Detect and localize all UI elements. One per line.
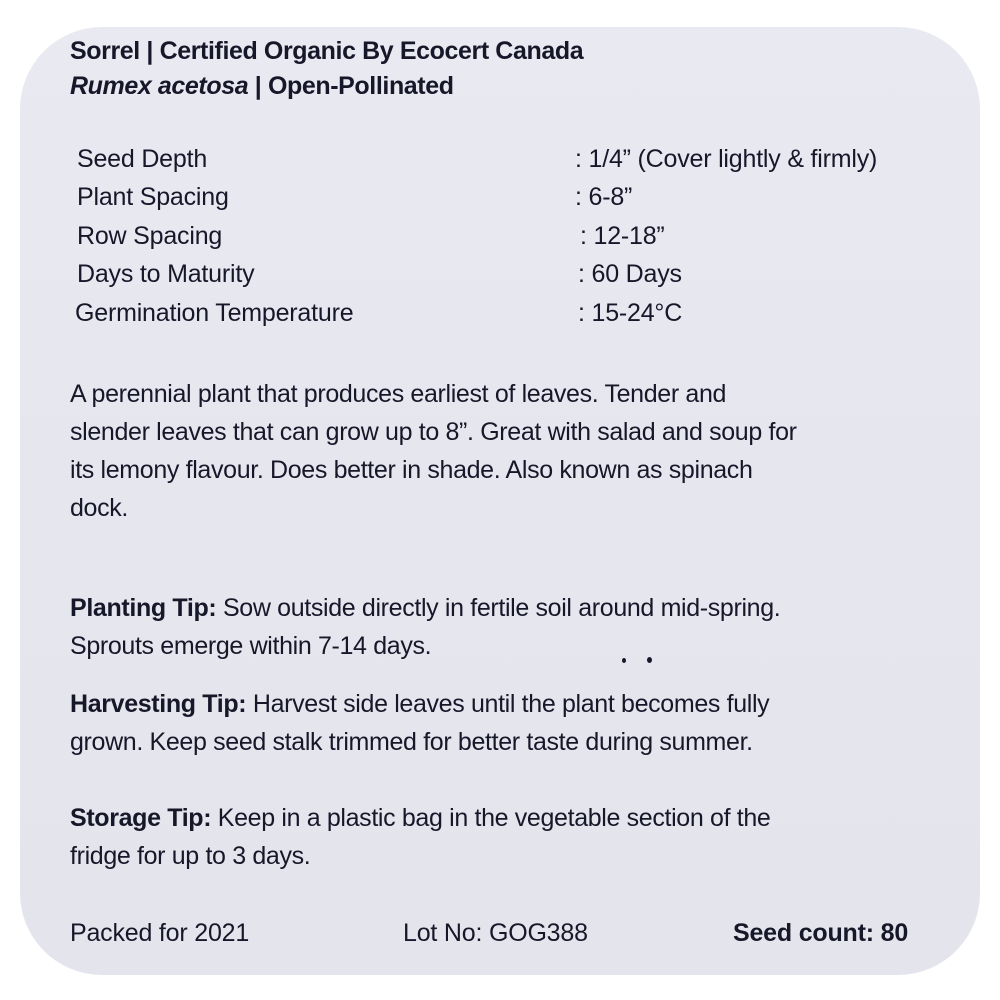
harvesting-tip-label: Harvesting Tip: xyxy=(70,690,247,718)
harvesting-tip xyxy=(70,685,920,761)
spec-label-plant-spacing: Plant Spacing xyxy=(77,183,229,211)
spec-value-plant-spacing: : 6-8” xyxy=(575,183,633,211)
spec-label-germination-temperature: Germination Temperature xyxy=(75,299,354,327)
description-line: its lemony flavour. Does better in shade. Also known as spinach xyxy=(70,456,753,484)
storage-tip-label: Storage Tip: xyxy=(70,804,212,832)
title-line-2 xyxy=(70,72,454,101)
plant-name: Sorrel xyxy=(70,37,140,65)
harvesting-tip-text-2: grown. Keep seed stalk trimmed for better taste during summer. xyxy=(70,728,753,756)
description-line: A perennial plant that produces earliest of leaves. Tender and xyxy=(70,380,727,408)
pollination-type: Open-Pollinated xyxy=(267,72,454,100)
seed-packet-card xyxy=(20,27,980,975)
description-line: dock. xyxy=(70,494,129,522)
planting-tip-label: Planting Tip: xyxy=(70,594,217,622)
storage-tip-text: Keep in a plastic bag in the vegetable section of the xyxy=(211,804,771,832)
description-line: slender leaves that can grow up to 8”. Great with salad and soup for xyxy=(70,418,797,446)
storage-tip-text-2: fridge for up to 3 days. xyxy=(70,842,311,870)
planting-tip xyxy=(70,589,920,665)
certification-text: Certified Organic By Ecocert Canada xyxy=(159,37,584,65)
spec-value-germination-temperature: : 15-24°C xyxy=(578,299,683,327)
spec-value-seed-depth: : 1/4” (Cover lightly & firmly) xyxy=(575,145,878,173)
spec-value-row-spacing: : 12-18” xyxy=(580,222,665,250)
print-speck xyxy=(622,658,626,663)
spec-label-row-spacing: Row Spacing xyxy=(77,222,223,250)
description-paragraph xyxy=(70,375,920,527)
lot-number: Lot No: GOG388 xyxy=(403,919,588,947)
title-separator: | xyxy=(254,72,262,100)
storage-tip xyxy=(70,799,920,875)
spec-value-days-to-maturity: : 60 Days xyxy=(578,260,682,288)
packed-year: Packed for 2021 xyxy=(70,919,250,947)
spec-label-days-to-maturity: Days to Maturity xyxy=(77,260,255,288)
spec-label-seed-depth: Seed Depth xyxy=(77,145,208,173)
planting-tip-text: Sow outside directly in fertile soil around mid-spring. xyxy=(216,594,781,622)
print-speck xyxy=(647,657,652,663)
planting-tip-text-2: Sprouts emerge within 7-14 days. xyxy=(70,632,432,660)
latin-name: Rumex acetosa xyxy=(70,72,249,100)
title-separator: | xyxy=(146,37,154,65)
title-line-1 xyxy=(70,37,583,66)
harvesting-tip-text: Harvest side leaves until the plant becomes fully xyxy=(246,690,770,718)
seed-count: Seed count: 80 xyxy=(733,919,909,947)
